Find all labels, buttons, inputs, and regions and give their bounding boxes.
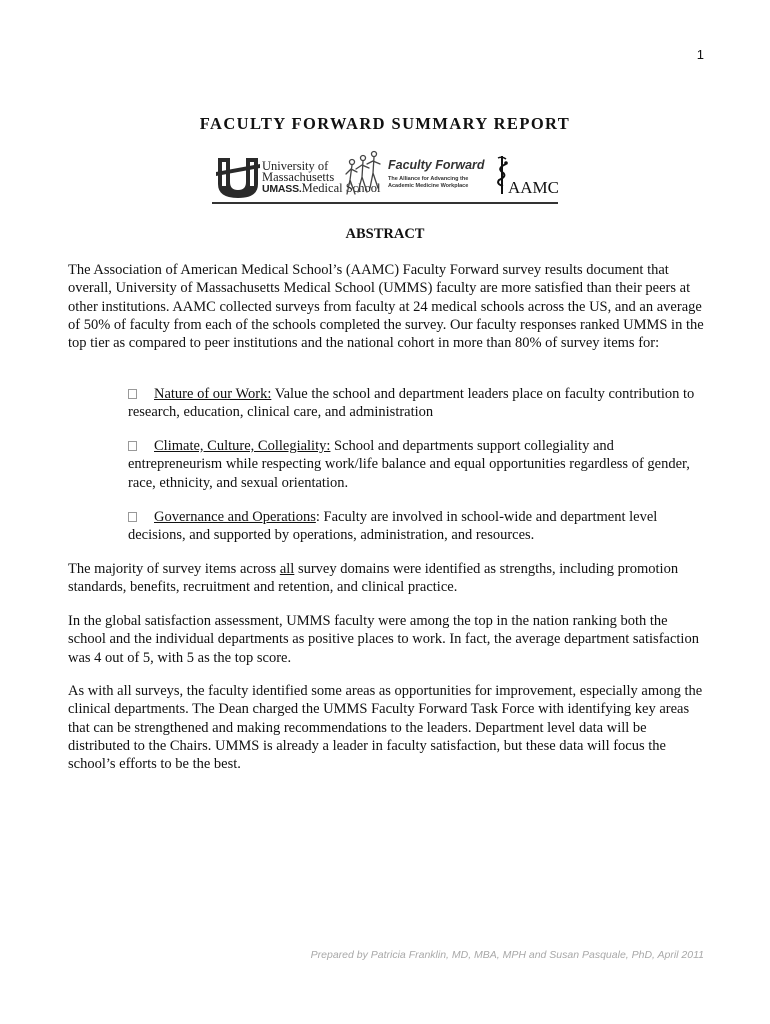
improvement-paragraph: As with all surveys, the faculty identified some areas as opportunities for improvement, especially among the clinical departments. The Dean charged the UMMS Faculty Forward Task Force with identifying key areas that can be strengthened and making recommendations to the leaders. Department level data will be distributed to the Chairs. UMMS is already a leader in faculty satisfaction, but these data will focus the school’s efforts to be the best. xyxy=(68,683,703,773)
faculty-forward-name: Faculty Forward xyxy=(388,158,485,172)
bullet-text: Value the school and department leaders place on faculty contribution to research, education, clinical care, and administration xyxy=(128,386,695,421)
umass-line-1: University of xyxy=(262,159,329,173)
footer-credit: Prepared by Patricia Franklin, MD, MBA, MPH and Susan Pasquale, PhD, April 2011 xyxy=(310,949,704,961)
page-number: 1 xyxy=(696,47,704,62)
faculty-forward-tagline xyxy=(388,176,468,190)
bullet-item xyxy=(128,385,708,422)
bullet-box-icon xyxy=(128,389,137,399)
aamc-name: AAMC xyxy=(508,178,560,197)
umass-logo-icon xyxy=(214,152,262,198)
bullet-text: : Faculty are involved in school-wide and department level decisions, and supported by operations, administration, and resources. xyxy=(128,509,658,544)
majority-paragraph xyxy=(68,560,708,597)
bullet-box-icon xyxy=(128,512,137,522)
faculty-forward-tagline-2: Academic Medicine Workplace xyxy=(388,183,469,189)
global-satisfaction-paragraph: In the global satisfaction assessment, UMMS faculty were among the top in the nation ranking both the school and the individual departments as positive places to work. In fact, the average department satisfaction was 4 out of 5, with 5 as the top score. xyxy=(68,613,699,666)
bullet-item xyxy=(128,437,708,492)
bullet-term: Climate, Culture, Collegiality: xyxy=(154,438,331,454)
logo-divider xyxy=(212,202,558,204)
bullet-term: Nature of our Work: xyxy=(154,386,272,402)
bullet-text: School and departments support collegiality and entrepreneurism while respecting work/life balance and equal opportunities regardless of gender, race, ethnicity, and sexual orientation. xyxy=(128,438,690,491)
majority-underlined: all xyxy=(279,561,295,577)
abstract-heading: ABSTRACT xyxy=(345,226,425,242)
majority-text-after: survey domains were identified as strengths, including promotion standards, benefits, recruitment and retention, and clinical practice. xyxy=(68,561,679,596)
bullet-item xyxy=(128,508,708,545)
faculty-forward-tagline-1: The Alliance for Advancing the xyxy=(388,176,469,182)
umass-line-3: Medical School xyxy=(301,181,381,195)
intro-paragraph: The Association of American Medical School’s (AAMC) Faculty Forward survey results document that overall, University of Massachusetts Medical School (UMMS) faculty are more satisfied than their peers at other institutions. AAMC collected surveys from faculty at 24 medical schools across the US, and an average of 50% of faculty from each of the schools completed the survey. Our faculty responses ranked UMMS in the top tier as compared to peer institutions and the national cohort in more than 80% of survey items for: xyxy=(68,262,704,352)
faculty-forward-figures-icon xyxy=(344,150,384,200)
logo-strip xyxy=(212,150,558,206)
bullet-box-icon xyxy=(128,441,137,451)
umass-line-2: Massachusetts xyxy=(262,170,335,184)
umass-brand: UMASS. xyxy=(262,183,302,195)
majority-text-before: The majority of survey items across xyxy=(68,561,280,577)
bullet-term: Governance and Operations xyxy=(154,509,316,525)
report-title: FACULTY FORWARD SUMMARY REPORT xyxy=(199,114,571,133)
